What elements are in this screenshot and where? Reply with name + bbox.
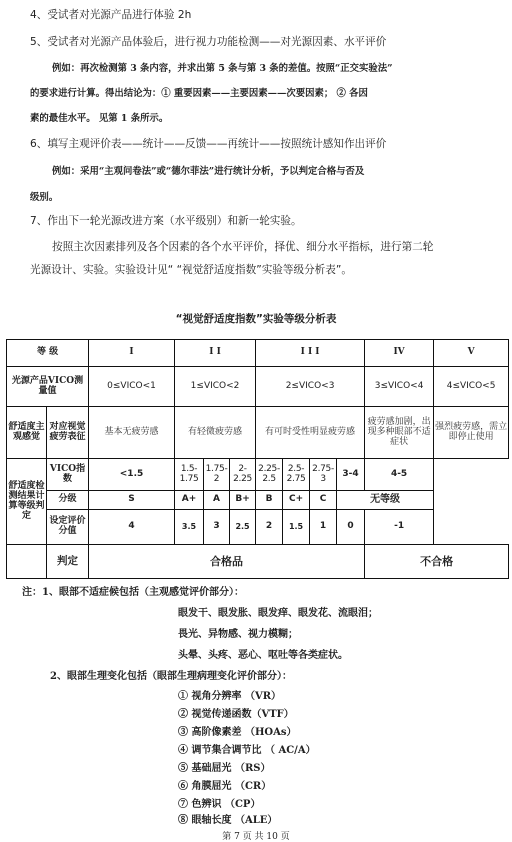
- level-1: I: [89, 340, 175, 367]
- score-6: 1.5: [283, 509, 310, 545]
- subjective-desc-4: 疲劳感加剧，出现多种眼部不适症状: [365, 407, 434, 459]
- subjective-desc-5: 强烈疲劳感，需立即停止使用: [434, 407, 509, 459]
- score-row: [7, 509, 509, 545]
- vico-range-2: 1≤VICO<2: [175, 367, 256, 407]
- index-row: [7, 459, 509, 490]
- score-7: 1: [310, 509, 337, 545]
- note-1-line-1: 眼发干、眼发胀、眼发痒、眼发花、流眼泪；: [178, 608, 378, 619]
- judge-label: 判定: [47, 545, 89, 579]
- example-5-line-3: 素的最佳水平。 见第 1 条所示。: [30, 113, 169, 124]
- item-5: 5、受试者对光源产品体验后，进行视力功能检测——对光源因素、水平评价: [30, 36, 387, 48]
- example-6-line-2: 级别。: [30, 192, 59, 203]
- grade-a: A: [204, 490, 230, 509]
- vico-row: [7, 367, 509, 407]
- score-8: 0: [337, 509, 365, 545]
- note-2-item-2: ② 视觉传递函数（VTF）: [178, 709, 294, 720]
- index-value-3: 1.75-2: [204, 459, 230, 490]
- grade-c-plus: C+: [283, 490, 310, 509]
- level-4: IV: [365, 340, 434, 367]
- example-6-line-1: 例如：采用“主观问卷法”或“德尔菲法”进行统计分析，予以判定合格与否及: [52, 166, 365, 177]
- score-2: 3.5: [175, 509, 204, 545]
- note-2-item-1: ① 视角分辨率 （VR）: [178, 691, 282, 702]
- grade-row: [7, 490, 509, 509]
- table-caption: “视觉舒适度指数”实验等级分析表: [175, 313, 337, 325]
- note-2-title: 2、眼部生理变化包括（眼部生理病理变化评价部分）：: [50, 671, 292, 682]
- note-1-line-2: 畏光、异物感、视力模糊；: [178, 629, 298, 640]
- paragraph-line-1: 按照主次因素排列及各个因素的各个水平评价，择优、细分水平指标，进行第二轮: [52, 241, 434, 253]
- page-footer: 第 7 页 共 10 页: [222, 832, 290, 842]
- subjective-label: 舒适度主观感觉: [7, 407, 47, 459]
- vico-range-1: 0≤VICO<1: [89, 367, 175, 407]
- subjective-desc-1: 基本无疲劳感: [89, 407, 175, 459]
- grade-none: 无等级: [337, 490, 434, 509]
- index-value-8: 3-4: [337, 459, 365, 490]
- grade-table: [6, 339, 509, 579]
- subjective-desc-3: 有可时受性明显疲劳感: [256, 407, 365, 459]
- note-1-title: 注：1、眼部不适症候包括（主观感觉评价部分）：: [22, 587, 244, 598]
- grade-b-plus: B+: [230, 490, 256, 509]
- paragraph-line-2: 光源设计、实验。实验设计见“ “视觉舒适度指数”实验等级分析表”。: [30, 264, 352, 276]
- note-2-item-4: ④ 调节集合调节比 （ AC/A）: [178, 745, 316, 756]
- subjective-desc-2: 有轻微疲劳感: [175, 407, 256, 459]
- score-9: -1: [365, 509, 434, 545]
- grade-b: B: [256, 490, 283, 509]
- score-3: 3: [204, 509, 230, 545]
- vico-range-5: 4≤VICO<5: [434, 367, 509, 407]
- example-5-line-1: 例如：再次检测第 3 条内容，并求出第 5 条与第 3 条的差值。按照“正交实验法”: [52, 63, 393, 74]
- objective-label: 舒适度检测结果计算等级判定: [7, 459, 47, 545]
- index-value-5: 2.25-2.5: [256, 459, 283, 490]
- example-5-line-2: 的要求进行计算。得出结论为：① 重要因素——主要因素——次要因素； ② 各因: [30, 88, 368, 99]
- index-value-4: 2-2.25: [230, 459, 256, 490]
- score-1: 4: [89, 509, 175, 545]
- item-7: 7、作出下一轮光源改进方案（水平级别）和新一轮实验。: [30, 215, 302, 227]
- index-value-7: 2.75-3: [310, 459, 337, 490]
- level-5: V: [434, 340, 509, 367]
- note-2-item-3: ③ 高阶像素差 （HOAs）: [178, 727, 297, 738]
- note-2-item-7: ⑦ 色辨识 （CP）: [178, 799, 261, 810]
- score-4: 2.5: [230, 509, 256, 545]
- item-4: 4、受试者对光源产品进行体验 2h: [30, 9, 192, 21]
- judge-pass: 合格品: [89, 545, 365, 579]
- score-5: 2: [256, 509, 283, 545]
- score-label: 设定评价分值: [47, 509, 89, 545]
- note-2-item-5: ⑤ 基础屈光 （RS）: [178, 763, 271, 774]
- note-1-line-3: 头晕、头疼、恶心、呕吐等各类症状。: [178, 650, 348, 661]
- grade-a-plus: A+: [175, 490, 204, 509]
- level-3: I I I: [256, 340, 365, 367]
- note-2-item-8: ⑧ 眼轴长度 （ALE）: [178, 815, 278, 826]
- grade-c: C: [310, 490, 337, 509]
- index-value-2: 1.5-1.75: [175, 459, 204, 490]
- index-value-1: <1.5: [89, 459, 175, 490]
- judge-row: [7, 545, 509, 579]
- index-value-9: 4-5: [365, 459, 434, 490]
- note-2-item-6: ⑥ 角膜屈光 （CR）: [178, 781, 272, 792]
- item-6: 6、填写主观评价表——统计——反馈——再统计——按照统计感知作出评价: [30, 138, 387, 150]
- subjective-sub-label: 对应视觉疲劳表征: [47, 407, 89, 459]
- grade-s: S: [89, 490, 175, 509]
- judge-fail: 不合格: [365, 545, 509, 579]
- vico-range-3: 2≤VICO<3: [256, 367, 365, 407]
- level-2: I I: [175, 340, 256, 367]
- grade-header-label: 等 级: [7, 340, 89, 367]
- index-label: VICO指数: [47, 459, 89, 490]
- subjective-row: [7, 407, 509, 459]
- vico-range-4: 3≤VICO<4: [365, 367, 434, 407]
- judge-blank: [7, 545, 47, 579]
- index-value-6: 2.5-2.75: [283, 459, 310, 490]
- vico-label: 光源产品VICO测量值: [7, 367, 89, 407]
- grade-sub-label: 分级: [47, 490, 89, 509]
- header-row: [7, 340, 509, 367]
